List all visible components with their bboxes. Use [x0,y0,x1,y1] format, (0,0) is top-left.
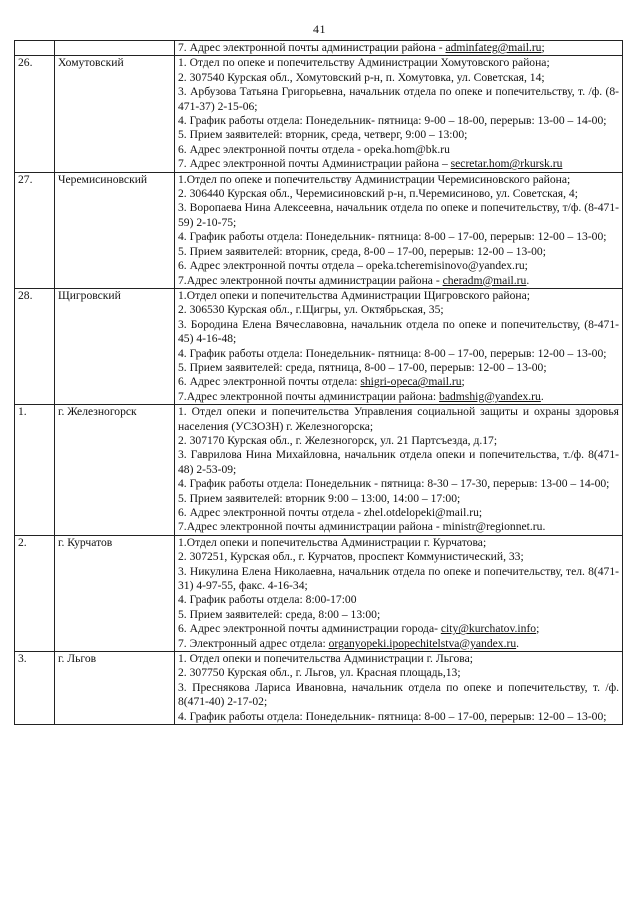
info-text: 5. Прием заявителей: вторник, среда, четверг, 9:00 – 13:00; [178,128,468,142]
info-cell [175,405,623,536]
table-row [15,535,623,651]
district-name: г. Курчатов [55,535,175,651]
info-line [178,681,619,710]
table-row [15,56,623,172]
info-line [178,289,619,303]
info-line [178,550,619,564]
info-line [178,536,619,550]
info-text: 2. 306440 Курская обл., Черемисиновский р-н, п.Черемисиново, ул. Советская, 4; [178,187,578,201]
info-text: 3. Никулина Елена Николаевна, начальник отдела по опеке и попечительству, тел. 8(471-31) 4-97-55, факс. 4-16-34; [178,564,619,593]
info-text: 7.Адрес электронной почты администрации района - ministr@regionnet.ru. [178,520,546,534]
info-line [178,520,619,534]
info-line [178,187,619,201]
info-text: 2. 306530 Курская обл., г.Щигры, ул. Октябрьская, 35; [178,303,444,317]
info-line [178,71,619,85]
info-cell [175,41,623,56]
punctuation: . [540,389,544,403]
district-name: г. Железногорск [55,405,175,536]
info-cell [175,288,623,404]
info-text: 4. График работы отдела: Понедельник- пятница: 8-00 – 17-00, перерыв: 12-00 – 13-00; [178,709,607,723]
email-link[interactable]: city@kurchatov.info [440,622,537,636]
info-line [178,492,619,506]
info-text: 1. Отдел по опеке и попечительству Администрации Хомутовского района; [178,56,550,70]
email-link[interactable]: organyopeki.ipopechitelstva@yandex.ru [328,636,517,650]
email-link[interactable]: adminfateg@mail.ru [445,41,542,54]
info-line [178,173,619,187]
info-text: 1.Отдел опеки и попечительства Администрации Щигровского района; [178,288,531,302]
info-line [178,710,619,724]
info-text: 4. График работы отдела: Понедельник- пятница: 8-00 – 17-00, перерыв: 12-00 – 13-00; [178,230,607,244]
info-line [178,128,619,142]
info-line [178,201,619,230]
info-text: 6. Адрес электронной почты отдела – opeka.tcheremisinovo@yandex.ru; [178,259,528,273]
info-text: 1.Отдел по опеке и попечительству Администрации Черемисиновского района; [178,172,571,186]
info-text: 3. Преснякова Лариса Ивановна, начальник отдела по опеке и попечительству, т. /ф. 8(471-40) 2-17-02; [178,680,619,709]
punctuation: ; [536,622,540,636]
district-name: Хомутовский [55,56,175,172]
info-line [178,303,619,317]
info-line [178,245,619,259]
district-cell [55,41,175,56]
info-line [178,157,619,171]
page-number: 41 [313,22,326,36]
info-line [178,318,619,347]
info-line [178,259,619,273]
info-line [178,622,619,636]
contacts-table [14,40,623,725]
info-text: 4. График работы отдела: Понедельник- пятница: 9-00 – 18-00, перерыв: 13-00 – 14-00; [178,114,607,128]
info-text: 6. Адрес электронной почты отдела - opeka.hom@bk.ru [178,142,450,156]
info-text: 5. Прием заявителей: среда, 8:00 – 13:00; [178,607,381,621]
info-text: 3. Арбузова Татьяна Григорьевна, начальник отдела по опеке и попечительству, т. /ф. (8-471-37) 2-15-06; [178,85,619,113]
email-link[interactable]: cheradm@mail.ru [442,273,527,287]
district-name: Щигровский [55,288,175,404]
row-number: 27. [15,172,55,288]
continuation-row [15,41,623,56]
info-line [178,652,619,666]
info-line [178,448,619,477]
punctuation: . [526,273,530,287]
table-row [15,652,623,725]
info-line [178,274,619,288]
info-text: 2. 307170 Курская обл., г. Железногорск, ул. 21 Партсъезда, д.17; [178,433,498,447]
row-number: 26. [15,56,55,172]
info-text: 4. График работы отдела: Понедельник- пятница: 8-00 – 17-00, перерыв: 12-00 – 13-00; [178,346,607,360]
info-cell [175,652,623,725]
info-line [178,506,619,520]
district-name: Черемисиновский [55,172,175,288]
info-line [178,230,619,244]
info-text: 3. Бородина Елена Вячеславовна, начальник отдела по опеке и попечительству, (8-471-45) 4-16-48; [178,317,619,346]
info-line [178,666,619,680]
info-line [178,375,619,389]
info-line [178,637,619,651]
info-text: 7.Адрес электронной почты администрации района: [178,389,440,403]
punctuation: . [516,636,520,650]
info-line [178,85,619,114]
info-line [178,477,619,491]
info-line [178,361,619,375]
info-text: 6. Адрес электронной почты отдела: [178,375,361,389]
info-text: 5. Прием заявителей: среда, пятница, 8-00 – 17-00, перерыв: 12-00 – 13-00; [178,360,547,374]
email-link[interactable]: badmshig@yandex.ru [439,389,541,403]
info-text: 7. Электронный адрес отдела: [178,636,329,650]
row-number: 2. [15,535,55,651]
info-line [178,593,619,607]
email-link[interactable]: secretar.hom@rkursk.ru [450,157,563,171]
punctuation: ; [461,375,465,389]
info-text: 7.Адрес электронной почты администрации района - [178,273,443,287]
info-text: 3. Гаврилова Нина Михайловна, начальник отдела опеки и попечительства, т./ф. 8(471-48) 2-53-09; [178,448,619,476]
info-line [178,405,619,434]
info-text: 2. 307540 Курская обл., Хомутовский р-н, п. Хомутовка, ул. Советская, 14; [178,70,545,84]
info-line [178,608,619,622]
info-line [178,565,619,594]
info-text: 2. 307251, Курская обл., г. Курчатов, проспект Коммунистический, 33; [178,550,524,564]
info-line [178,390,619,404]
info-text: 4. График работы отдела: 8:00-17:00 [178,593,357,607]
email-link[interactable]: shigri-opeca@mail.ru [360,375,462,389]
info-text: 6. Адрес электронной почты администрации города- [178,622,441,636]
row-number: 28. [15,288,55,404]
table-row [15,288,623,404]
info-text: 7. Адрес электронной почты Администрации района – [178,157,451,171]
info-text: 1. Отдел опеки и попечительства Администрации г. Льгова; [178,652,473,666]
info-text: 5. Прием заявителей: вторник, среда, 8-00 – 17-00, перерыв: 12-00 – 13-00; [178,244,546,258]
row-number: 3. [15,652,55,725]
info-line [178,114,619,128]
info-text: 5. Прием заявителей: вторник 9:00 – 13:00, 14:00 – 17:00; [178,491,461,505]
info-text: 4. График работы отдела: Понедельник - пятница: 8-30 – 17-30, перерыв: 13-00 – 14-00; [178,477,610,491]
table-row [15,405,623,536]
info-cell [175,56,623,172]
info-line [178,56,619,70]
info-cell [175,172,623,288]
info-cell [175,535,623,651]
info-line [178,347,619,361]
info-text: 6. Адрес электронной почты отдела - zhel.otdelopeki@mail.ru; [178,506,483,519]
table-row [15,172,623,288]
info-text: 1.Отдел опеки и попечительства Администрации г. Курчатова; [178,535,487,549]
row-number-cell [15,41,55,56]
continuation-line: 7. Адрес электронной почты администрации района - adminfateg@mail.ru; [178,41,545,54]
info-text: 3. Воропаева Нина Алексеевна, начальник отдела по опеке и попечительству, т/ф. (8-471-59) 2-10-75; [178,201,619,229]
row-number: 1. [15,405,55,536]
info-line [178,143,619,157]
info-line [178,434,619,448]
info-text: 1. Отдел опеки и попечительства Управления социальной защиты и охраны здоровья населения (УСЗОЗН) г. Железногорска; [178,405,619,433]
info-text: 2. 307750 Курская обл., г. Льгов, ул. Красная площадь,13; [178,666,461,680]
district-name: г. Льгов [55,652,175,725]
